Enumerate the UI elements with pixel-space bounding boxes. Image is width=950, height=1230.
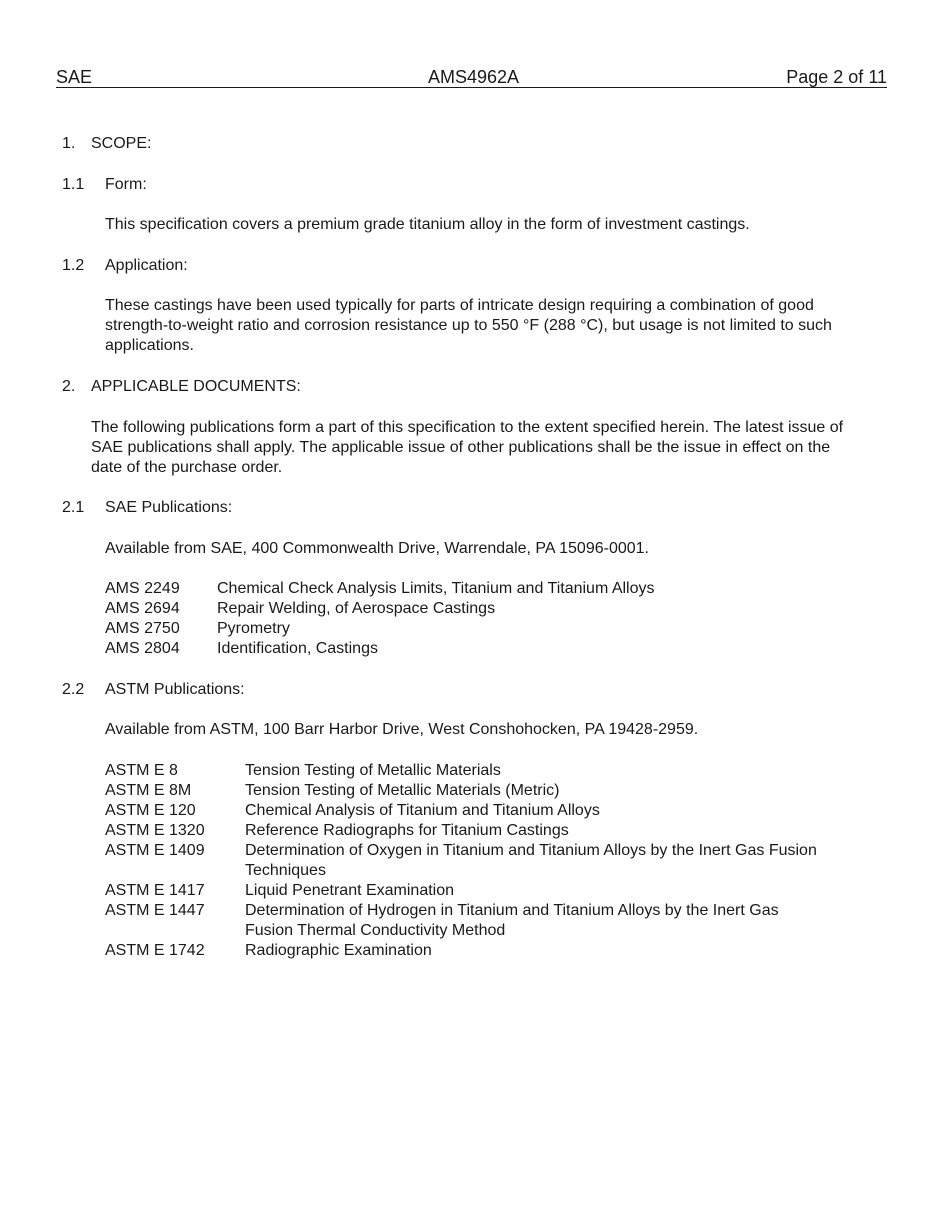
section-2-text: The following publications form a part of this specification to the extent specified herein. The latest issue of SAE publications shall apply. The applicable issue of other publications shall be the issue in effect on the date of the purchase order. [91,419,844,476]
section-title: APPLICABLE DOCUMENTS: [91,378,301,395]
list-item [105,761,865,781]
header-org: SAE [56,67,93,87]
section-number: 2.2 [62,681,85,698]
list-item [105,901,865,941]
reference-code: AMS 2249 [105,580,180,597]
reference-code: ASTM E 8M [105,782,192,799]
reference-title: Determination of Oxygen in Titanium and Titanium Alloys by the Inert Gas Fusion Techniques [245,842,817,879]
reference-title: Reference Radiographs for Titanium Castings [245,822,569,839]
list-item [105,801,865,821]
section-number: 2. [62,378,76,395]
reference-title: Pyrometry [217,620,290,637]
reference-code: AMS 2694 [105,600,180,617]
reference-code: ASTM E 1320 [105,822,205,839]
astm-availability: Available from ASTM, 100 Barr Harbor Drive, West Conshohocken, PA 19428-2959. [105,721,699,738]
reference-code: ASTM E 8 [105,762,178,779]
list-item [105,579,865,599]
list-item [105,781,865,801]
list-item [105,881,865,901]
section-title: SCOPE: [91,135,152,152]
astm-reference-list [105,761,865,961]
section-title: ASTM Publications: [105,681,245,698]
reference-code: ASTM E 1417 [105,882,205,899]
section-number: 1.1 [62,176,85,193]
list-item [105,821,865,841]
reference-title: Tension Testing of Metallic Materials [245,762,501,779]
list-item [105,639,865,659]
reference-code: ASTM E 1447 [105,902,205,919]
section-title: SAE Publications: [105,499,233,516]
reference-title: Chemical Check Analysis Limits, Titanium and Titanium Alloys [217,580,655,597]
list-item [105,599,865,619]
reference-code: AMS 2804 [105,640,180,657]
section-title: Form: [105,176,147,193]
sae-availability: Available from SAE, 400 Commonwealth Drive, Warrendale, PA 15096-0001. [105,540,649,557]
page-header [56,67,887,88]
sae-reference-list [105,579,865,659]
reference-title: Liquid Penetrant Examination [245,882,455,899]
reference-title: Determination of Hydrogen in Titanium and Titanium Alloys by the Inert Gas Fusion Thermal Conductivity Method [245,902,779,939]
section-number: 2.1 [62,499,85,516]
section-number: 1.2 [62,257,85,274]
reference-code: AMS 2750 [105,620,180,637]
header-page-number: Page 2 of 11 [786,67,887,87]
section-number: 1. [62,135,76,152]
reference-code: ASTM E 120 [105,802,196,819]
section-1-1-text: This specification covers a premium grade titanium alloy in the form of investment castings. [105,216,750,233]
reference-title: Chemical Analysis of Titanium and Titanium Alloys [245,802,600,819]
reference-code: ASTM E 1409 [105,842,205,859]
reference-title: Identification, Castings [217,640,378,657]
section-title: Application: [105,257,188,274]
section-1-2-text: These castings have been used typically for parts of intricate design requiring a combination of good strength-to-weight ratio and corrosion resistance up to 550 °F (288 °C), but usage is not limited to such applications. [105,297,832,354]
header-doc-number: AMS4962A [428,67,520,87]
list-item [105,841,865,881]
list-item [105,941,865,961]
list-item [105,619,865,639]
reference-title: Tension Testing of Metallic Materials (Metric) [245,782,560,799]
reference-title: Radiographic Examination [245,942,432,959]
reference-code: ASTM E 1742 [105,942,205,959]
reference-title: Repair Welding, of Aerospace Castings [217,600,496,617]
